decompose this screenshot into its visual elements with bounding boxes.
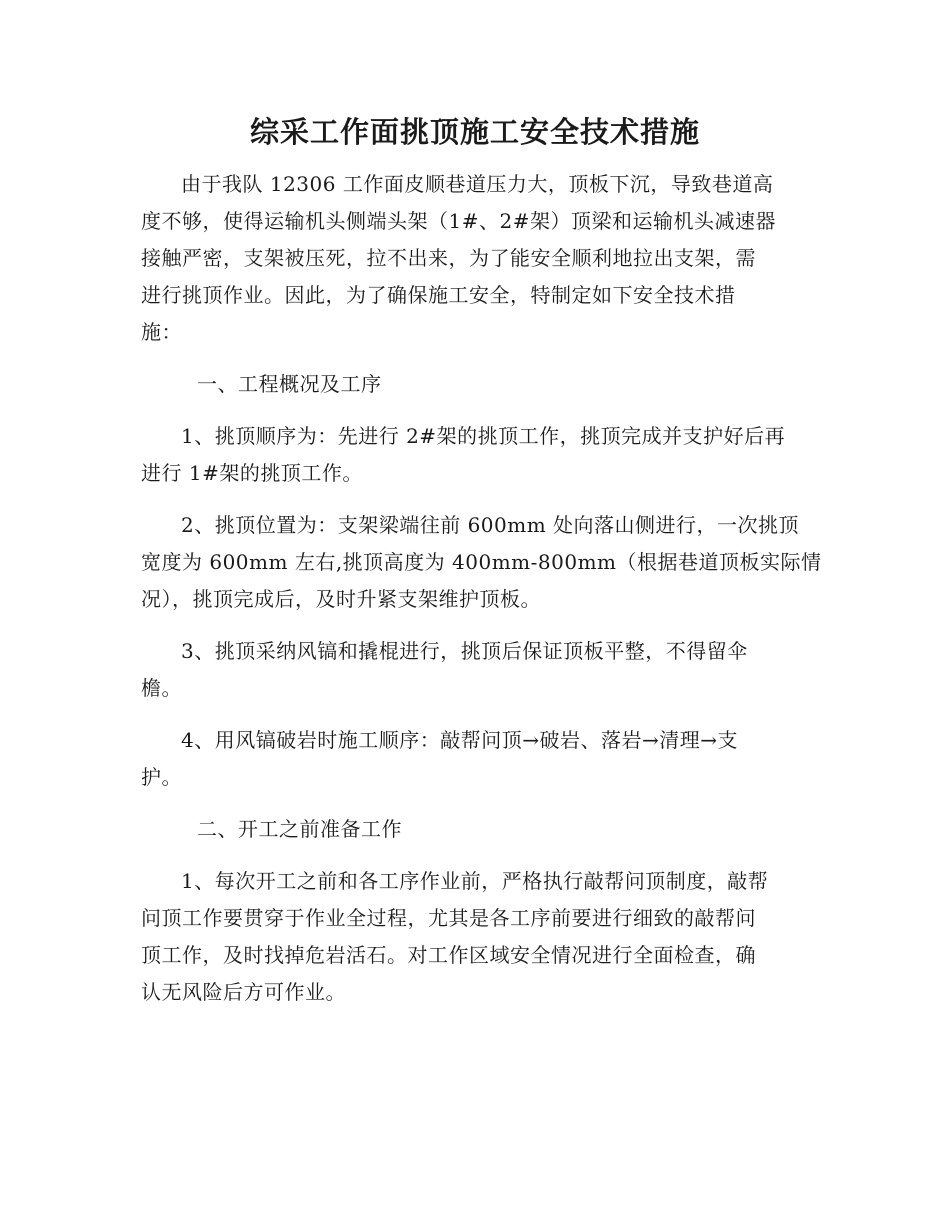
text-line: 由于我队 12306 工作面皮顺巷道压力大，顶板下沉，导致巷道高 — [181, 172, 774, 196]
intro-paragraph — [141, 166, 806, 351]
text-line: 况），挑顶完成后，及时升紧支架维护顶板。 — [141, 587, 541, 611]
text-line: 1、每次开工之前和各工序作业前，严格执行敲帮问顶制度，敲帮 — [181, 869, 769, 893]
text-line: 护。 — [141, 765, 182, 789]
section1-item-1 — [141, 418, 806, 492]
text-line: 3、挑顶采纳风镐和撬棍进行，挑顶后保证顶板平整，不得留伞 — [181, 639, 748, 663]
text-line: 接触严密，支架被压死，拉不出来，为了能安全顺利地拉出支架，需 — [141, 246, 756, 270]
text-line: 2、挑顶位置为：支架梁端往前 600mm 处向落山侧进行，一次挑顶 — [181, 513, 800, 537]
text-line: 4、用风镐破岩时施工顺序：敲帮问顶→破岩、落岩→清理→支 — [181, 728, 738, 752]
text-line: 度不够，使得运输机头侧端头架（1#、2#架）顶梁和运输机头减速器 — [141, 209, 776, 233]
text-line: 宽度为 600mm 左右,挑顶高度为 400mm-800mm（根据巷道顶板实际情 — [141, 550, 822, 574]
section1-item-4 — [141, 722, 806, 796]
text-line: 1、挑顶顺序为：先进行 2#架的挑顶工作，挑顶完成并支护好后再 — [181, 424, 786, 448]
text-line: 认无风险后方可作业。 — [141, 980, 346, 1004]
document-title: 综采工作面挑顶施工安全技术措施 — [249, 115, 700, 149]
text-line: 檐。 — [141, 676, 182, 700]
text-line: 进行 1#架的挑顶工作。 — [141, 461, 363, 485]
text-line: 进行挑顶作业。因此，为了确保施工安全，特制定如下安全技术措 — [141, 283, 736, 307]
document-body — [141, 166, 822, 1011]
text-line: 施： — [141, 320, 182, 344]
section-heading-2: 二、开工之前准备工作 — [197, 817, 402, 841]
section1-item-2 — [141, 507, 822, 618]
section2-item-1 — [141, 863, 806, 1011]
text-line: 顶工作，及时找掉危岩活石。对工作区域安全情况进行全面检查，确 — [141, 943, 756, 967]
section-heading-1: 一、工程概况及工序 — [197, 372, 382, 396]
section1-item-3 — [141, 633, 806, 707]
text-line: 问顶工作要贯穿于作业全过程，尤其是各工序前要进行细致的敲帮问 — [141, 906, 756, 930]
